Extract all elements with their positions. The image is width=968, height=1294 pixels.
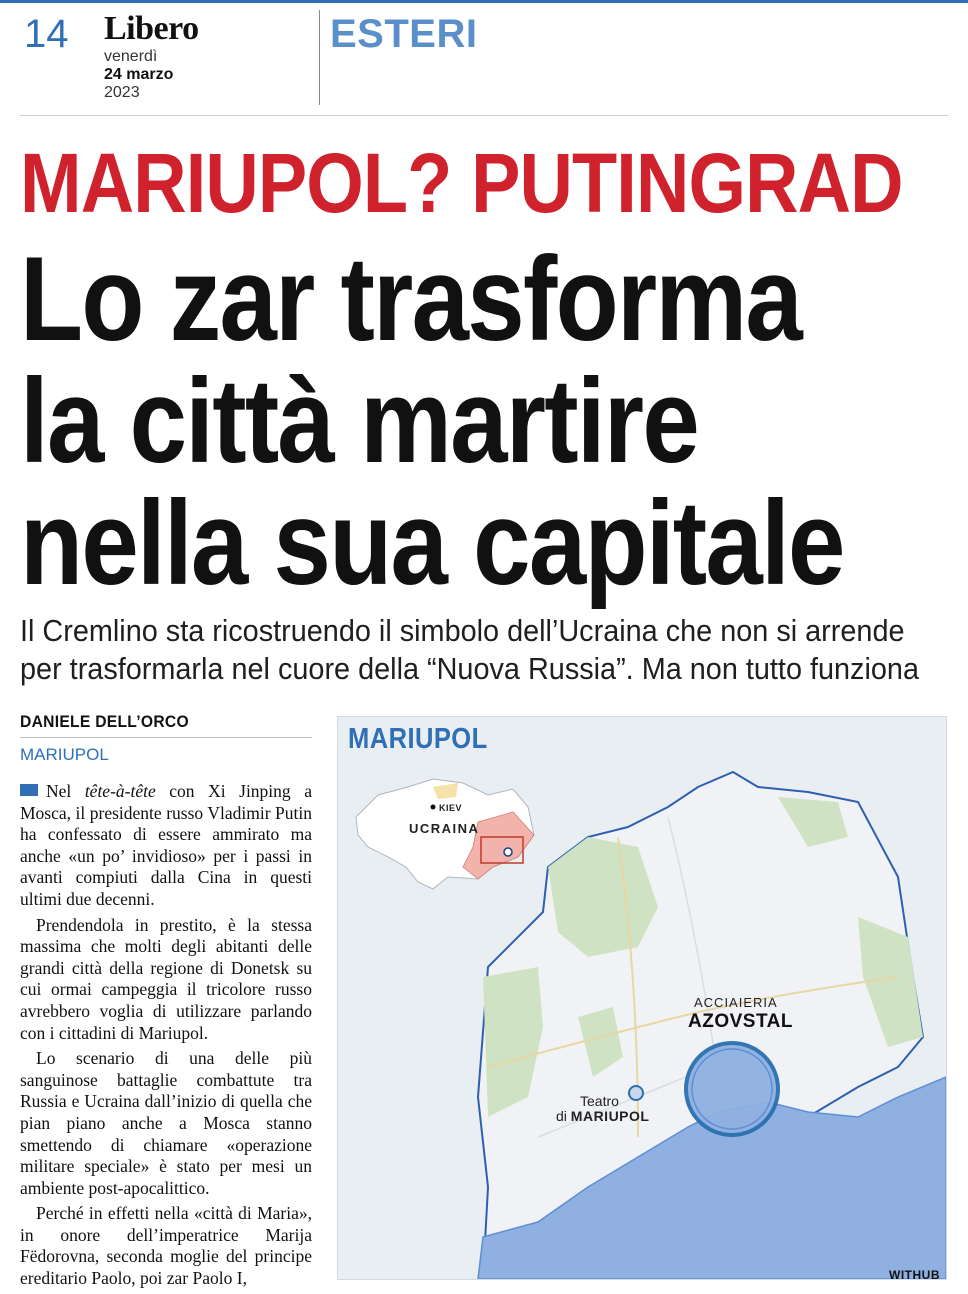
theater-label-big: MARIUPOL <box>570 1108 650 1124</box>
theater-label-prefix: di <box>556 1108 571 1124</box>
headline-line-1: Lo zar trasforma <box>20 232 802 366</box>
article-body <box>20 781 312 1294</box>
byline: DANIELE DELL’ORCO <box>20 712 189 731</box>
byline-divider <box>20 737 312 738</box>
article-text: con Xi Jinping a Mosca, il presidente russo Vladimir Putin ha confessato di essere ammirato ma anche «un po’ invidioso» per i passi in avanti compiuti dalla Cina in questi ultimi due decenni. <box>20 781 312 909</box>
headline-line-3: nella sua capitale <box>20 476 844 610</box>
headline <box>20 232 844 610</box>
article-paragraph: Perché in effetti nella «città di Maria», in onore dell’imperatrice Marija Fëdorovna, seconda moglie del principe ereditario Paolo, poi zar Paolo I, <box>20 1203 312 1289</box>
map-title: MARIUPOL <box>348 723 488 755</box>
subheadline <box>20 612 919 688</box>
kicker: MARIUPOL? PUTINGRAD <box>20 136 903 230</box>
top-rule <box>0 0 968 3</box>
plant-label-small: ACCIAIERIA <box>694 995 778 1010</box>
paragraph-marker <box>20 784 38 796</box>
inset-mariupol-marker <box>504 848 512 856</box>
issue-day-month: 24 marzo <box>104 66 174 83</box>
subheadline-line-2: per trasformarla nel cuore della “Nuova Russia”. Ma non tutto funziona <box>20 651 919 686</box>
theater-label <box>556 1108 649 1124</box>
headline-line-2: la città martire <box>20 354 699 488</box>
subheadline-line-1: Il Cremlino sta ricostruendo il simbolo dell’Ucraina che non si arrende <box>20 613 905 648</box>
newspaper-logo: Libero <box>104 10 199 47</box>
masthead <box>104 10 320 105</box>
section-name: ESTERI <box>330 12 478 56</box>
article-paragraph: Lo scenario di una delle più sanguinose battaglie combattute tra Russia e Ucraina dall’inizio di quella che pian piano anche a Mosca stanno smettendo di chiamare «operazione militare speciale» è stato per mesi un ambiente post-apocalittico. <box>20 1048 312 1198</box>
inset-country-label: UCRAINA <box>409 821 480 836</box>
kiev-marker <box>431 805 436 810</box>
header-divider <box>20 115 948 116</box>
theater-marker <box>629 1086 643 1100</box>
article-paragraph: Prendendola in prestito, è la stessa massima che molti degli abitanti delle grandi città della regione di Donetsk su cui ormai campeggia il tricolore russo avrebbero voglia di utilizzare parlando con i cittadini di Mariupol. <box>20 914 312 1043</box>
issue-date <box>104 48 173 102</box>
article-text: Nel <box>46 781 85 801</box>
article-italic: tête-à-tête <box>84 781 156 801</box>
map-graphic <box>338 717 946 1279</box>
issue-year: 2023 <box>104 84 140 101</box>
article-paragraph <box>20 781 312 911</box>
map-credit: WITHUB <box>889 1268 940 1282</box>
article-dateline: MARIUPOL <box>20 745 109 764</box>
azovstal-zone <box>686 1043 778 1135</box>
inset-capital-label: KIEV <box>439 803 463 813</box>
issue-day: venerdì <box>104 48 158 65</box>
page-number: 14 <box>24 12 69 56</box>
plant-label-big: AZOVSTAL <box>688 1011 793 1032</box>
theater-label-small: Teatro <box>580 1093 619 1109</box>
map-infographic <box>337 716 947 1280</box>
